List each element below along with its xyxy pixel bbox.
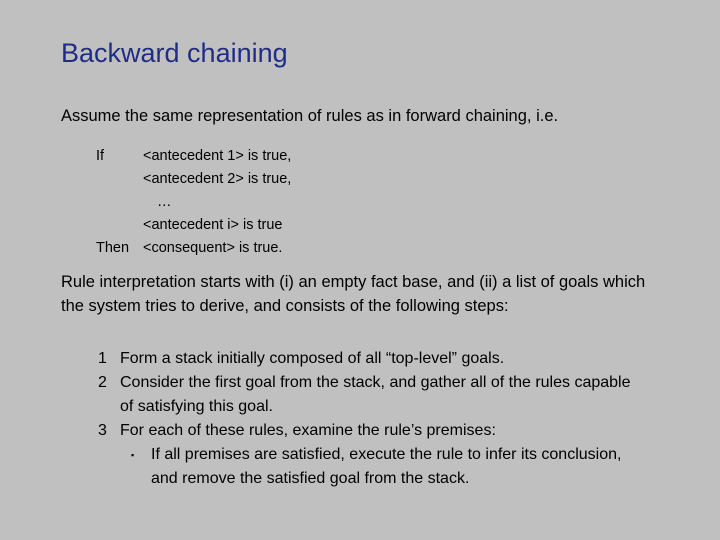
rule-row-antecedent-i [96, 214, 291, 237]
rule-row-then [96, 237, 291, 260]
consequent: <consequent> is true. [143, 240, 283, 256]
antecedent-1: <antecedent 1> is true, [143, 148, 292, 164]
step-text: For each of these rules, examine the rule’s premises: [120, 422, 496, 439]
step-number: 3 [98, 422, 107, 439]
intro-text: Assume the same representation of rules as in forward chaining, i.e. [61, 107, 559, 125]
step-text: Consider the first goal from the stack, and gather all of the rules capable [120, 374, 631, 391]
then-keyword: Then [96, 240, 130, 256]
substep-text-continued: and remove the satisfied goal from the stack. [151, 470, 470, 487]
list-item [98, 419, 631, 443]
slide-title: Backward chaining [61, 38, 288, 68]
substep-text: If all premises are satisfied, execute the rule to infer its conclusion, [151, 446, 622, 463]
step-text-continued: of satisfying this goal. [120, 398, 273, 415]
antecedent-i: <antecedent i> is true [143, 217, 283, 233]
paragraph-line-1: Rule interpretation starts with (i) an empty fact base, and (ii) a list of goals which [61, 273, 646, 291]
sub-list-item [98, 443, 631, 467]
if-keyword: If [96, 148, 105, 164]
rule-template [96, 145, 291, 260]
steps-list [98, 347, 631, 491]
ellipsis: … [157, 194, 172, 210]
square-bullet-icon: ▪ [131, 450, 135, 460]
list-item [98, 347, 631, 371]
rule-row-ellipsis [96, 191, 291, 214]
step-number: 2 [98, 374, 107, 391]
paragraph-line-2: the system tries to derive, and consists of the following steps: [61, 297, 509, 315]
rule-row-antecedent-2 [96, 168, 291, 191]
interpretation-paragraph [61, 270, 711, 318]
step-text: Form a stack initially composed of all “top-level” goals. [120, 350, 505, 367]
list-item [98, 371, 631, 395]
step-number: 1 [98, 350, 107, 367]
rule-row-if [96, 145, 291, 168]
antecedent-2: <antecedent 2> is true, [143, 171, 292, 187]
